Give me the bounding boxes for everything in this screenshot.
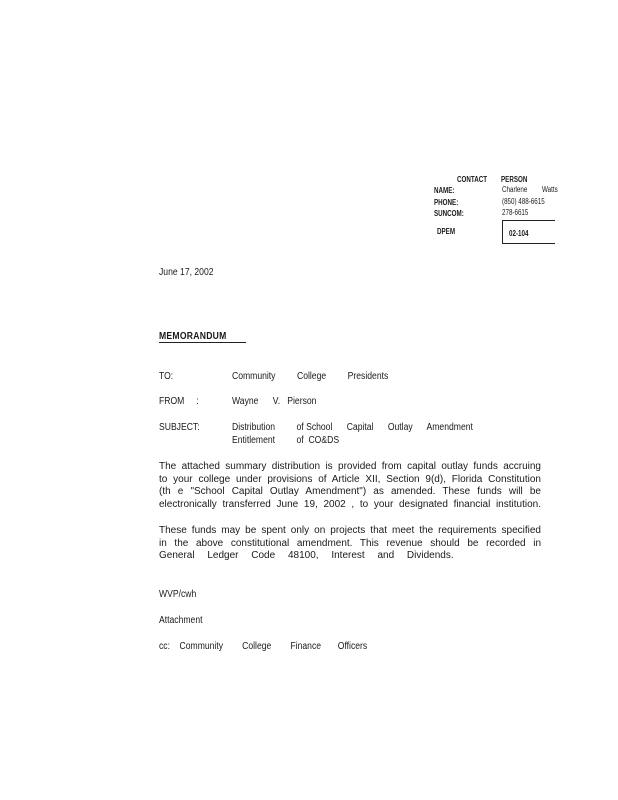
contact-phone-label: PHONE: xyxy=(434,198,459,207)
dpem-value: 02-104 xyxy=(509,229,529,238)
contact-name-value-2: Watts xyxy=(542,185,558,194)
attachment-note: Attachment xyxy=(159,615,203,626)
paragraph-line: (th e "School Capital Outlay Amendment") as amended. These funds will be xyxy=(159,486,541,497)
paragraph-line: in the above constitutional amendment. This revenue should be recorded in xyxy=(159,537,541,549)
paragraph-line: electronically transferred June 19, 2002 , to your designated financial institution. xyxy=(159,498,541,510)
dpem-label: DPEM xyxy=(437,227,456,236)
subject-line-1: Distribution of School Capital Outlay Amendment xyxy=(232,422,473,433)
paragraph-line: General Ledger Code 48100, Interest and Dividends. xyxy=(159,550,454,561)
from-label: FROM : xyxy=(159,396,199,407)
contact-suncom-value: 278-6615 xyxy=(502,208,529,217)
body-paragraph-2 xyxy=(159,525,541,563)
subject-line-2: Entitlement of CO&DS xyxy=(232,435,340,446)
contact-name-value: Charlene xyxy=(502,185,528,194)
to-value: Community College Presidents xyxy=(232,371,389,382)
contact-suncom-label: SUNCOM: xyxy=(434,209,464,218)
contact-phone-value: (850) 488-6615 xyxy=(502,197,545,206)
body-paragraph-1 xyxy=(159,461,541,511)
cc-line: cc: Community College Finance Officers xyxy=(159,641,368,652)
initials: WVP/cwh xyxy=(159,589,197,600)
to-label: TO: xyxy=(159,371,174,382)
memo-date: June 17, 2002 xyxy=(159,267,214,278)
paragraph-line: to your college under provisions of Article XII, Section 9(d), Florida Constitution xyxy=(159,473,541,485)
memo-title-underline xyxy=(159,342,246,343)
contact-name-label: NAME: xyxy=(434,186,455,195)
contact-heading-left: CONTACT xyxy=(457,175,488,184)
contact-heading-right: PERSON xyxy=(501,175,528,184)
subject-label: SUBJECT: xyxy=(159,422,200,433)
paragraph-line: These funds may be spent only on projects that meet the requirements specified xyxy=(159,525,541,536)
paragraph-line: The attached summary distribution is provided from capital outlay funds accruing xyxy=(159,461,541,472)
from-value: Wayne V. Pierson xyxy=(232,396,317,407)
memo-title: MEMORANDUM xyxy=(159,331,227,342)
